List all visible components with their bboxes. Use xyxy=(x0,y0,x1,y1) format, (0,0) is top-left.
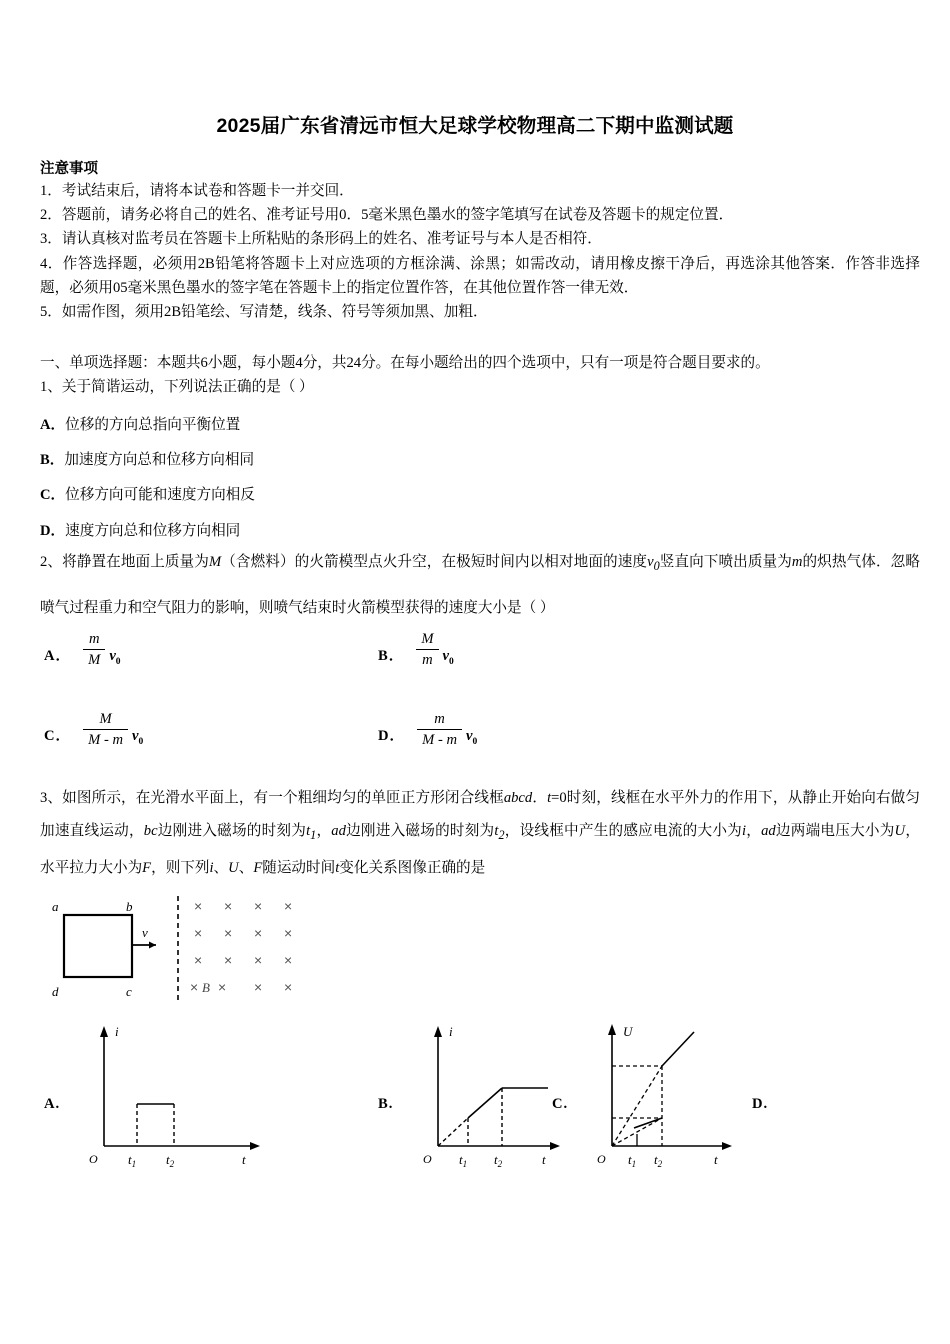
x-axis-arrow xyxy=(250,1142,260,1150)
fraction-tail: $v_0$ xyxy=(132,728,144,747)
origin-label: O xyxy=(89,1152,98,1166)
q3-p8: ， xyxy=(746,823,762,839)
option-letter: B． xyxy=(40,452,65,469)
question-3-graph-options xyxy=(40,1018,920,1170)
page-title: 2025届广东省清远市恒大足球学校物理高二下期中监测试题 xyxy=(216,115,734,137)
vertex-label-d: d xyxy=(52,984,59,999)
q3-symbol-t2: $t_2$ xyxy=(494,823,505,842)
notice-heading: 注意事项 xyxy=(40,161,98,177)
graph-a-svg xyxy=(82,1018,282,1168)
field-cross-icon: × xyxy=(194,952,203,968)
question-2-options-row-2 xyxy=(40,697,920,757)
option-letter: D． xyxy=(40,522,66,539)
curve-steep-segment xyxy=(662,1032,694,1066)
q3-symbol-ad: ad xyxy=(331,823,346,839)
x-axis-label: t xyxy=(542,1152,546,1167)
option-item[interactable] xyxy=(378,617,454,673)
q3-p9: 边两端电压大小为 xyxy=(775,823,895,839)
field-cross-icon: × xyxy=(284,925,293,941)
origin-label: O xyxy=(597,1152,606,1166)
q2-text-c: 竖直向下喷出质量为 xyxy=(659,554,792,570)
option-text: 位移的方向总指向平衡位置 xyxy=(65,417,241,433)
q3-p11: ，则下列 xyxy=(151,859,210,876)
q2-symbol-m: m xyxy=(791,554,803,570)
y-axis-arrow xyxy=(100,1026,108,1037)
y-axis-arrow xyxy=(434,1026,442,1037)
option-item-a[interactable] xyxy=(44,1018,294,1170)
q3-p13: 、 xyxy=(238,859,254,876)
q3-symbol-i: i xyxy=(741,823,747,839)
option-item-d[interactable] xyxy=(752,1018,872,1170)
x-axis-label: t xyxy=(714,1152,718,1167)
x-axis-label: t xyxy=(242,1152,246,1167)
q3-p1: 如图所示，在光滑水平面上，有一个粗细均匀的单匝正方形闭合线框 xyxy=(62,790,504,806)
q3-p12: 、 xyxy=(213,859,229,876)
field-cross-icon: × xyxy=(194,925,203,941)
velocity-arrow-head xyxy=(149,942,156,949)
q3-p6: 边刚进入磁场的时刻为 xyxy=(345,823,495,839)
field-cross-icon: × xyxy=(254,952,263,968)
q2-text-a: 将静置在地面上质量为 xyxy=(62,554,209,570)
question-1-text: 关于简谐运动，下列说法正确的是（ ） xyxy=(61,379,314,395)
option-item[interactable] xyxy=(40,443,920,478)
field-cross-icon: × xyxy=(224,952,233,968)
q2-symbol-v0: $v_0$ xyxy=(647,554,660,573)
q3-symbol-F-2: F xyxy=(253,859,263,876)
vertex-label-a: a xyxy=(52,899,59,914)
graph-c-svg xyxy=(590,1018,765,1170)
fraction-numerator: m xyxy=(417,710,462,730)
question-3-number: 3、 xyxy=(40,790,63,806)
option-letter: A． xyxy=(44,648,72,664)
option-item[interactable] xyxy=(44,617,121,673)
field-cross-icon: × xyxy=(218,979,227,995)
field-cross-icon: × xyxy=(254,898,263,914)
dashed-initial-ramp xyxy=(438,1118,468,1146)
loop-figure-svg xyxy=(44,893,314,1005)
tick-label-t2: $t_2$ xyxy=(654,1152,663,1169)
q3-symbol-U-2: U xyxy=(228,859,239,876)
fraction xyxy=(417,710,462,753)
q3-p5: ， xyxy=(316,823,332,839)
notice-list xyxy=(40,179,920,324)
field-cross-icon: × xyxy=(254,979,263,995)
q3-symbol-bc: bc xyxy=(143,823,158,839)
q3-p2: ． xyxy=(532,790,548,806)
loop-square xyxy=(64,915,132,977)
velocity-label: v xyxy=(142,925,148,940)
option-letter: D． xyxy=(378,728,406,744)
q3-symbol-abcd: abcd xyxy=(503,790,533,806)
notice-item: 5．如需作图，须用2B铅笔绘、写清楚，线条、符号等须加黑、加粗． xyxy=(40,304,488,321)
y-axis-arrow xyxy=(608,1024,616,1035)
y-axis-label: i xyxy=(449,1024,453,1039)
fraction-numerator: M xyxy=(83,710,128,730)
fraction-denominator: M - m xyxy=(88,732,123,748)
q3-p4: 边刚进入磁场的时刻为 xyxy=(157,823,307,839)
question-2-number: 2、 xyxy=(40,554,63,570)
section-heading: 一、单项选择题：本题共6小题，每小题4分，共24分。在每小题给出的四个选项中，只有一项是符合题目要求的。 xyxy=(40,355,770,371)
fraction-tail: $v_0$ xyxy=(109,648,121,667)
option-letter: A. xyxy=(44,1096,61,1112)
question-2-options-row-1 xyxy=(40,617,920,677)
option-letter: C． xyxy=(44,728,72,744)
notice-item: 1．考试结束后，请将本试卷和答题卡一并交回． xyxy=(40,183,354,199)
question-1-stem xyxy=(40,376,920,399)
question-1-number: 1、 xyxy=(40,379,62,395)
field-cross-icon: × xyxy=(254,925,263,941)
q3-p7: ，设线框中产生的感应电流的大小为 xyxy=(504,823,742,839)
field-cross-icon: × xyxy=(224,898,233,914)
fraction xyxy=(83,630,105,673)
option-item[interactable] xyxy=(44,697,143,753)
fraction-tail: $v_0$ xyxy=(442,648,454,667)
q3-symbol-t0: t xyxy=(547,790,552,806)
field-cross-icon: × xyxy=(284,898,293,914)
option-letter: C． xyxy=(40,487,66,504)
q3-symbol-F: F xyxy=(142,859,152,876)
q3-symbol-t1: $t_1$ xyxy=(306,823,317,842)
field-cross-icon: × xyxy=(224,925,233,941)
tick-label-t1: $t_1$ xyxy=(128,1152,137,1168)
curve-ramp xyxy=(468,1088,502,1118)
q3-p14: 随运动时间 xyxy=(262,859,336,876)
tick-label-t2: $t_2$ xyxy=(166,1152,175,1168)
notice-item: 3．请认真核对监考员在答题卡上所粘贴的条形码上的姓名、准考证号与本人是否相符． xyxy=(40,231,602,248)
fraction xyxy=(416,630,438,673)
notice-item: 4．作答选择题，必须用2B铅笔将答题卡上对应选项的方框涂满、涂黑；如需改动，请用橡皮擦干净后，再选涂其他答案．作答非选择题，必须用05毫米黑色墨水的签字笔在答题卡上的指定位置作答，在其他位置作答一律无效． xyxy=(40,255,920,296)
question-1-options xyxy=(40,408,920,549)
y-axis-label: i xyxy=(115,1024,119,1039)
option-item[interactable] xyxy=(378,697,477,753)
option-text: 速度方向总和位移方向相同 xyxy=(65,522,241,539)
q3-p10: ，水平拉力大小为 xyxy=(40,823,920,876)
q3-symbol-i-2: i xyxy=(209,859,214,876)
q2-text-b: （含燃料）的火箭模型点火升空，在极短时间内以相对地面的速度 xyxy=(221,554,648,570)
fraction-tail: $v_0$ xyxy=(466,728,478,747)
q2-text-d: 的炽热气体．忽略喷气过程重力和空气阻力的影响，则喷气结束时火箭模型获得的速度大小是（ ） xyxy=(40,554,920,616)
vertex-label-c: c xyxy=(126,984,132,999)
option-letter: B. xyxy=(378,1096,394,1112)
tick-label-t2: $t_2$ xyxy=(494,1152,503,1168)
option-item-c[interactable] xyxy=(552,1018,767,1170)
y-axis-label: U xyxy=(623,1024,633,1039)
q3-symbol-t: t xyxy=(335,859,340,876)
question-3-stem xyxy=(40,782,920,885)
fraction-denominator: m xyxy=(422,652,433,668)
field-label-B: B xyxy=(202,980,210,995)
q3-p3: =0时刻，线框在水平外力的作用下，从静止开始向右做匀加速直线运动， xyxy=(40,790,920,839)
field-cross-icon: × xyxy=(194,898,203,914)
notice-item: 2．答题前，请务必将自己的姓名、准考证号用0．5毫米黑色墨水的签字笔填写在试卷及答题卡的规定位置． xyxy=(40,207,734,224)
vertex-label-b: b xyxy=(126,899,133,914)
field-cross-icon: × xyxy=(190,979,199,995)
tick-label-t1: $t_1$ xyxy=(628,1152,637,1169)
magnetic-field-loop-figure xyxy=(44,893,314,1005)
fraction-denominator: M - m xyxy=(422,732,457,748)
fraction-denominator: M xyxy=(88,652,101,668)
q3-p15: 变化关系图像正确的是 xyxy=(339,859,486,876)
field-cross-icon: × xyxy=(284,979,293,995)
option-item[interactable] xyxy=(40,408,920,443)
curve-shallow-segment xyxy=(634,1118,662,1128)
origin-label: O xyxy=(423,1152,432,1166)
q3-symbol-U: U xyxy=(894,823,906,839)
fraction xyxy=(83,710,128,753)
option-letter: D. xyxy=(752,1096,769,1112)
option-item[interactable] xyxy=(40,478,920,513)
option-text: 位移方向可能和速度方向相反 xyxy=(65,487,255,504)
question-2-stem xyxy=(40,541,920,629)
option-letter: A． xyxy=(40,417,66,433)
x-axis-arrow xyxy=(722,1142,732,1150)
option-text: 加速度方向总和位移方向相同 xyxy=(64,452,255,469)
fraction-numerator: M xyxy=(416,630,438,650)
option-letter: C. xyxy=(552,1096,569,1112)
field-cross-icon: × xyxy=(284,952,293,968)
option-letter: B． xyxy=(378,648,405,664)
fraction-numerator: m xyxy=(83,630,105,650)
q3-symbol-ad-2: ad xyxy=(761,823,776,839)
q2-symbol-M: M xyxy=(208,554,222,570)
tick-label-t1: $t_1$ xyxy=(459,1152,468,1168)
